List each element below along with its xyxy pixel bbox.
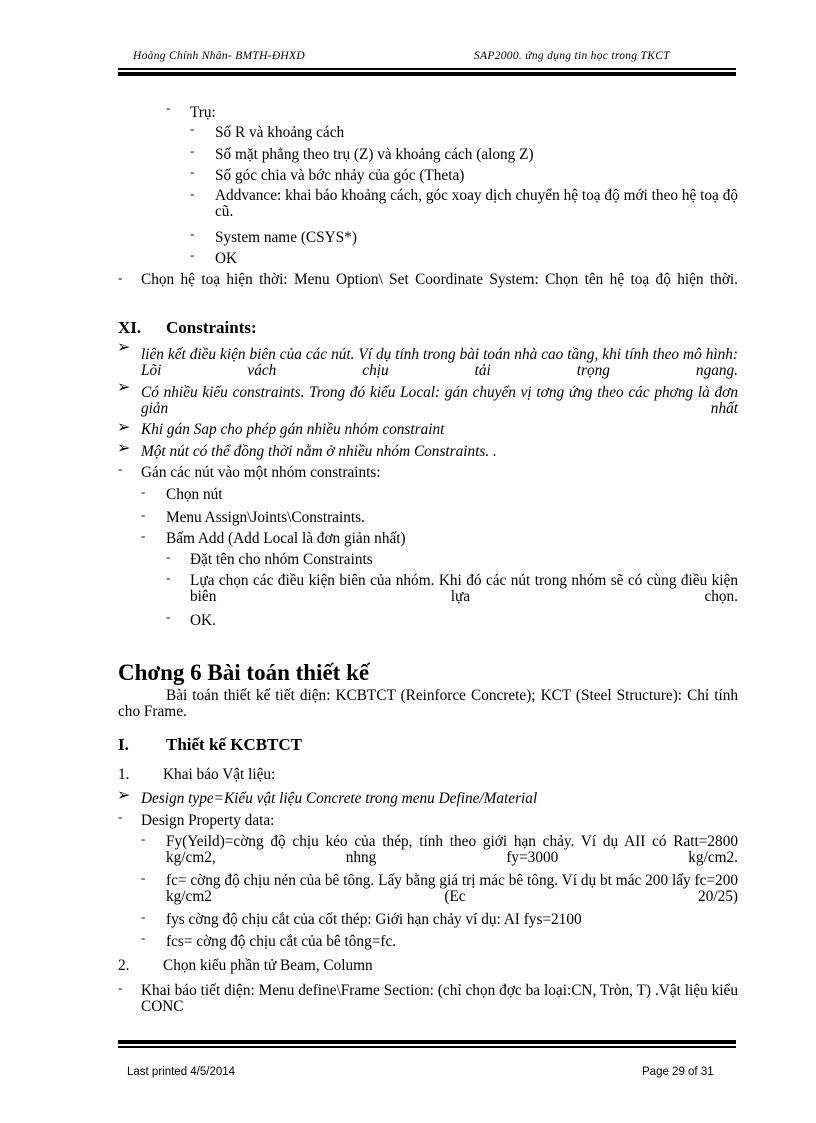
constraint-note: Một nút có thể đồng thời nằm ở nhiều nhóm Constraints. .: [141, 443, 497, 460]
list-number: 2.: [118, 957, 130, 974]
dash-bullet-icon: -: [141, 831, 146, 846]
property-item: fcs= cờng độ chịu cắt của bê tông=fc.: [166, 933, 397, 950]
chapter-intro: Bài toán thiết kế tiết diện: KCBTCT (Reinforce Concrete); KCT (Steel Structure): Chỉ tính cho Frame.: [118, 687, 738, 720]
dash-bullet-icon: -: [118, 809, 123, 824]
cylinder-item: Số mặt phẳng theo trụ (Z) và khoảng cách (along Z): [215, 146, 534, 163]
substep-item: OK.: [190, 612, 216, 629]
dash-bullet-icon: -: [190, 164, 195, 179]
design-property: Design Property data:: [141, 812, 275, 829]
substep-item: Đặt tên cho nhóm Constraints: [190, 551, 373, 568]
section-title: Constraints:: [166, 318, 257, 337]
section-title: Thiết kế KCBTCT: [166, 735, 303, 754]
dash-bullet-icon: -: [141, 528, 146, 543]
dash-bullet-icon: -: [166, 100, 171, 115]
header-rule-thin: [118, 68, 736, 70]
header-rule-thick: [118, 72, 736, 76]
substep-item: Lựa chọn các điều kiện biên của nhóm. Khi đó các nút trong nhóm sẽ có cùng điều kiện biên lựa chọn.: [190, 572, 738, 605]
dash-bullet-icon: -: [141, 507, 146, 522]
cylinder-item: Số R và khoảng cách: [215, 124, 345, 141]
section-number: I.: [118, 735, 129, 754]
section-number: XI.: [118, 318, 142, 337]
dash-bullet-icon: -: [190, 226, 195, 241]
footer-rule-thin: [118, 1046, 736, 1048]
choose-coordinate-system: Chọn hệ toạ hiện thời: Menu Option\ Set Coordinate System: Chọn tên hệ toạ độ hiện thời.: [141, 271, 738, 288]
arrow-bullet-icon: ➢: [117, 379, 131, 396]
property-item: fc= cờng độ chịu nén của bê tông. Lấy bằng giá trị mác bê tông. Ví dụ bt mác 200 lấy fc=200 kg/cm2 (Ec 20/25): [166, 872, 738, 905]
arrow-bullet-icon: ➢: [117, 787, 131, 804]
frame-section: Khai báo tiết diện: Menu define\Frame Section: (chỉ chọn đợc ba loại:CN, Tròn, T) .Vật liệu kiểu CONC: [141, 982, 738, 1015]
dash-bullet-icon: -: [141, 870, 146, 885]
arrow-bullet-icon: ➢: [117, 339, 131, 356]
declare-material: Khai báo Vật liệu:: [163, 766, 276, 783]
dash-bullet-icon: -: [118, 461, 123, 476]
property-item: fys cờng độ chịu cắt của cốt thép: Giới hạn chảy ví dụ: AI fys=2100: [166, 911, 582, 928]
element-type: Chọn kiểu phần tử Beam, Column: [163, 957, 373, 974]
design-type: Design type=Kiểu vật liệu Concrete trong menu Define/Material: [141, 790, 538, 807]
dash-bullet-icon: -: [141, 930, 146, 945]
dash-bullet-icon: -: [166, 570, 171, 585]
header-left: Hoàng Chính Nhân- BMTH-ĐHXD: [133, 50, 305, 62]
dash-bullet-icon: -: [166, 609, 171, 624]
chapter-title: Chơng 6 Bài toán thiết kế: [118, 660, 370, 685]
cylinder-item: System name (CSYS*): [215, 229, 357, 246]
assign-constraints: Gán các nút vào một nhóm constraints:: [141, 464, 381, 481]
arrow-bullet-icon: ➢: [117, 440, 131, 457]
dash-bullet-icon: -: [118, 980, 123, 995]
footer-last-printed: Last printed 4/5/2014: [127, 1066, 236, 1078]
footer-rule-thick: [118, 1040, 736, 1044]
dash-bullet-icon: -: [190, 143, 195, 158]
cylinder-item: OK: [215, 250, 238, 267]
step-item: Menu Assign\Joints\Constraints.: [166, 509, 365, 526]
dash-bullet-icon: -: [141, 484, 146, 499]
dash-bullet-icon: -: [166, 549, 171, 564]
arrow-bullet-icon: ➢: [117, 419, 131, 436]
dash-bullet-icon: -: [190, 186, 195, 201]
dash-bullet-icon: -: [190, 247, 195, 262]
header-right: SAP2000. ứng dụng tin học trong TKCT: [474, 50, 670, 62]
constraint-note: Khi gán Sap cho phép gán nhiều nhóm constraint: [141, 421, 445, 438]
constraint-note: Có nhiều kiểu constraints. Trong đó kiểu Local: gán chuyển vị tơng ứng theo các phơng là đơn giản nhất: [141, 384, 738, 417]
list-number: 1.: [118, 766, 130, 783]
step-item: Chọn nút: [166, 486, 223, 503]
property-item: Fy(Yeild)=cờng độ chịu kéo của thép, tính theo giới hạn chảy. Ví dụ AII có Ratt=2800 kg/cm2, nhng fy=3000 kg/cm2.: [166, 833, 738, 866]
cylinder-title: Trụ:: [190, 104, 216, 121]
cylinder-item: Số góc chia và bớc nhảy của góc (Theta): [215, 167, 465, 184]
footer-page-number: Page 29 of 31: [642, 1066, 714, 1078]
dash-bullet-icon: -: [118, 270, 123, 285]
step-item: Bấm Add (Add Local là đơn giản nhất): [166, 530, 406, 547]
cylinder-item: Addvance: khai báo khoảng cách, góc xoay dịch chuyển hệ toạ độ mới theo hệ toạ độ cũ.: [215, 187, 738, 220]
dash-bullet-icon: -: [141, 909, 146, 924]
constraint-note: liên kết điều kiện biên của các nút. Ví dụ tính trong bài toán nhà cao tầng, khi tính theo mô hình: Lõi vách chịu tải trọng ngang.: [141, 346, 738, 379]
dash-bullet-icon: -: [190, 121, 195, 136]
